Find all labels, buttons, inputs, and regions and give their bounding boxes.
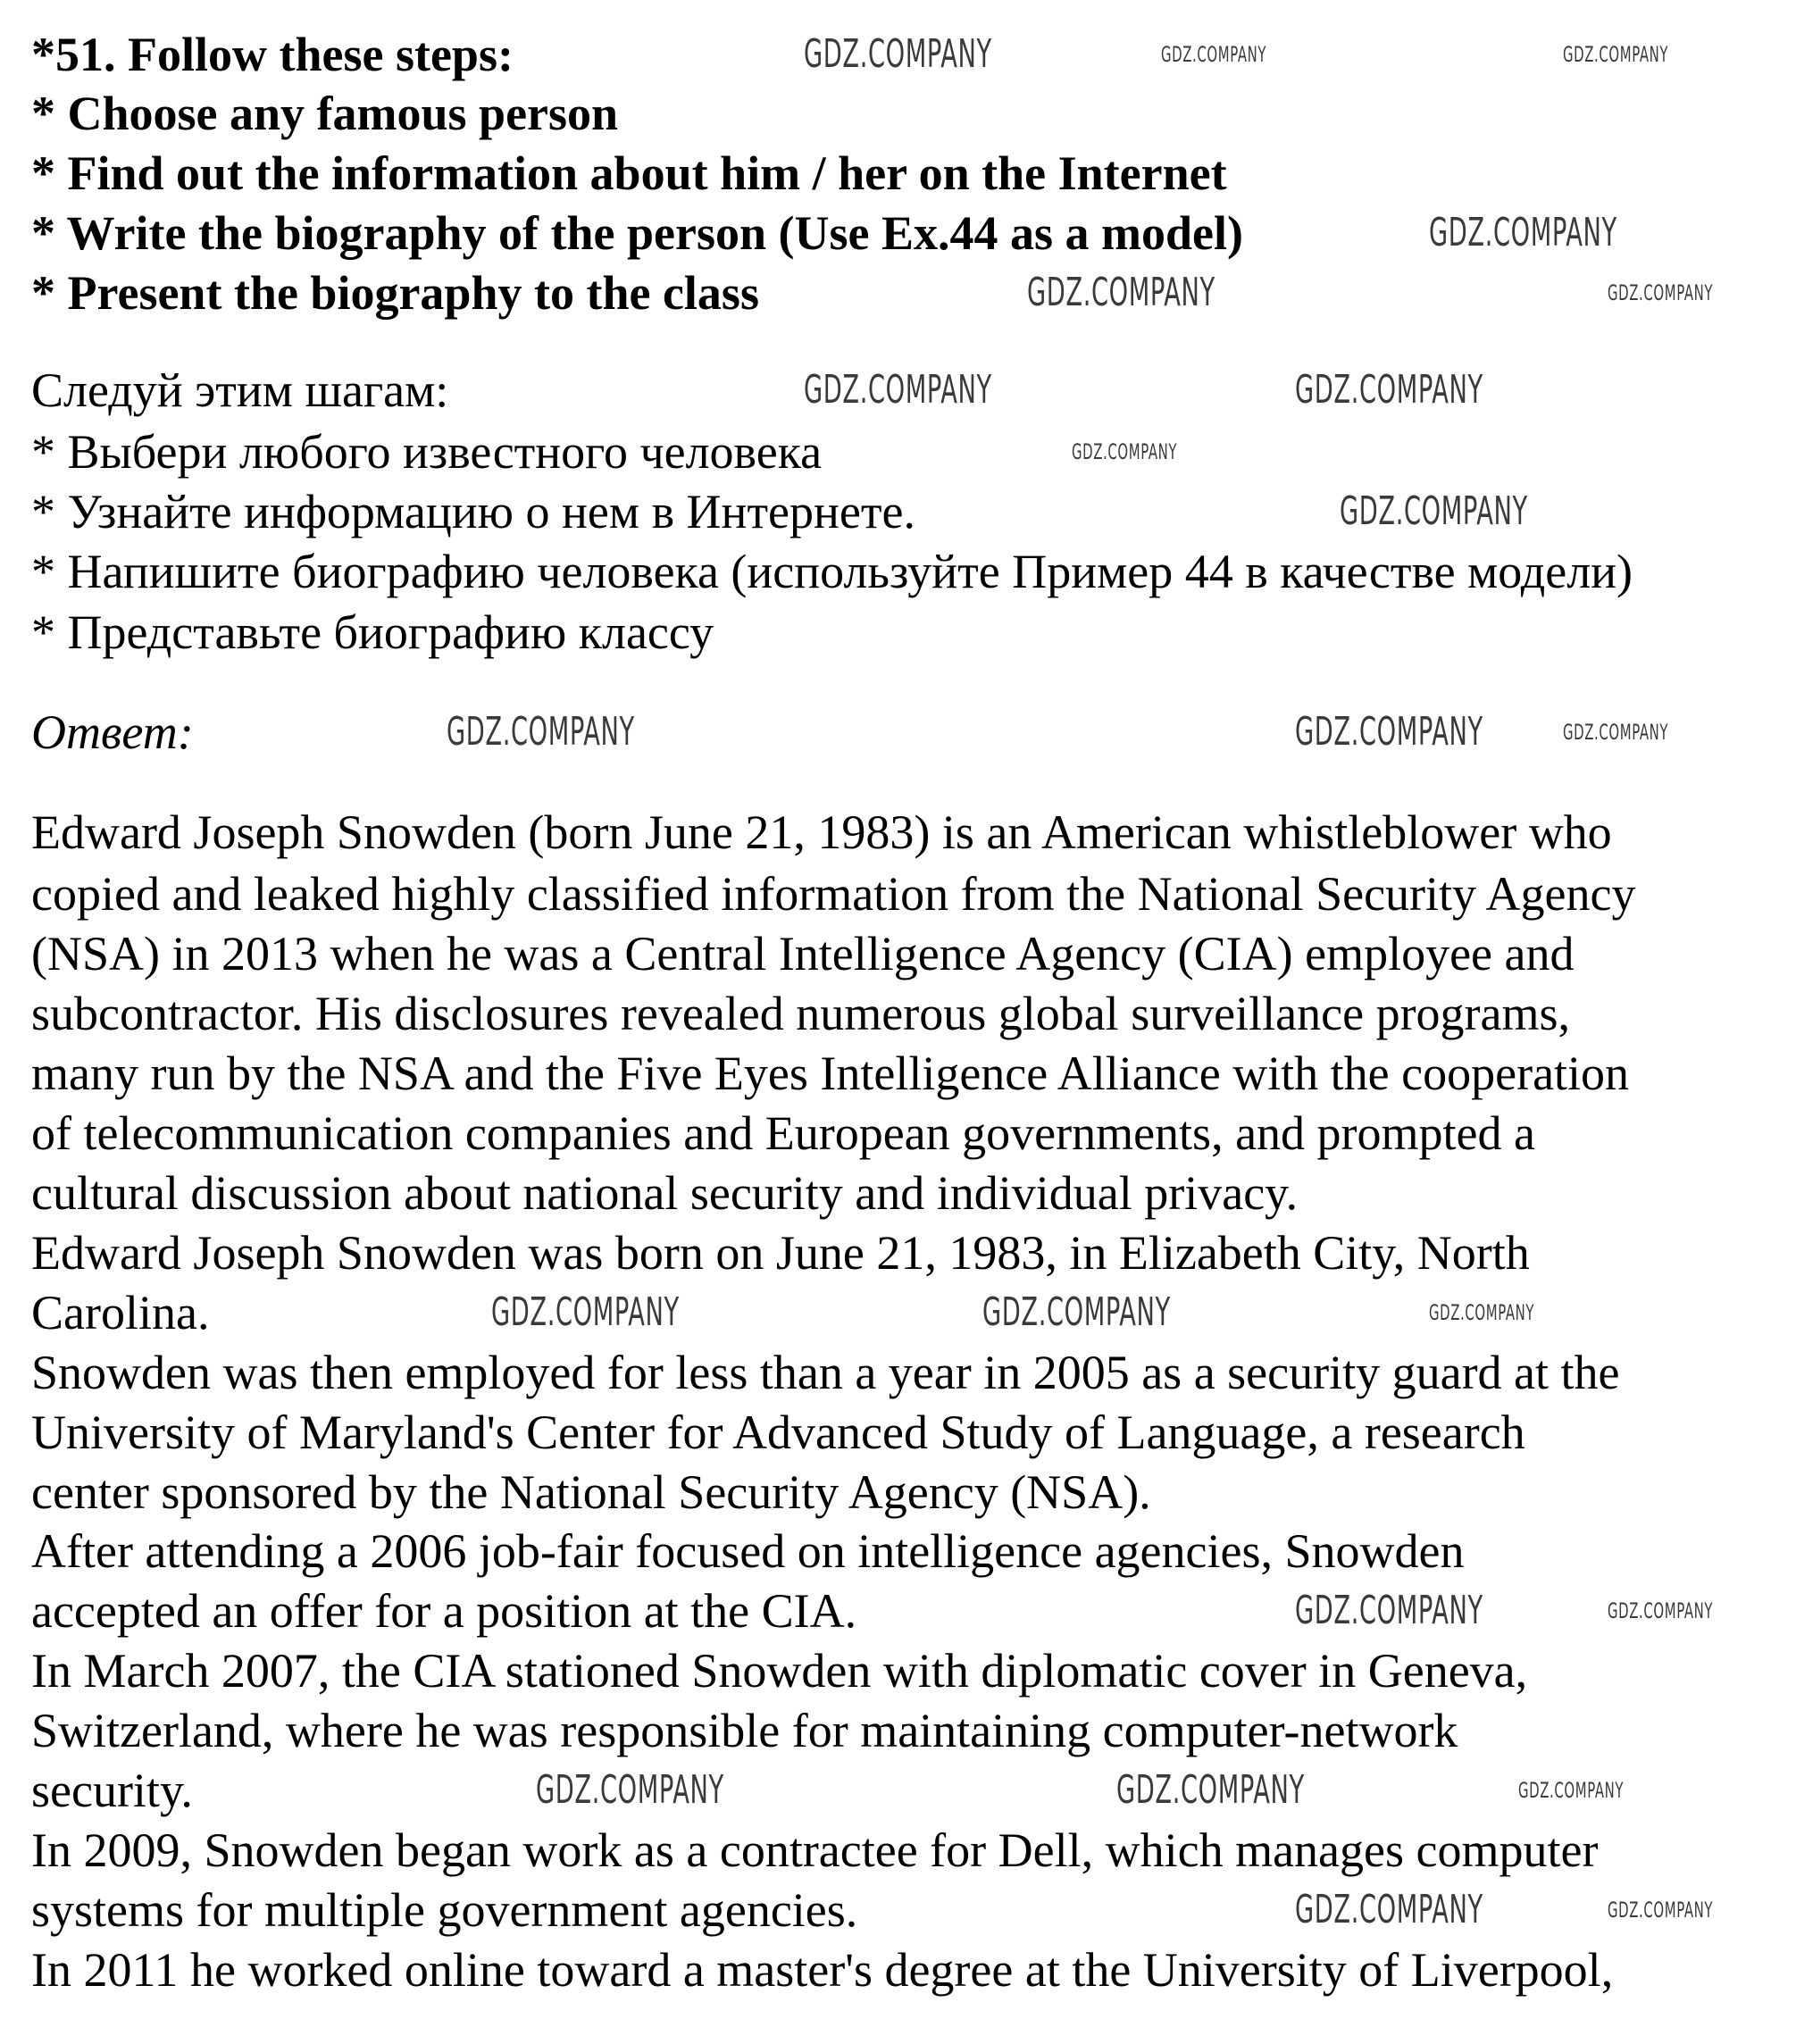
task-step: * Find out the information about him / her on the Internet	[31, 146, 1227, 200]
translation-title: Следуй этим шагам:	[31, 363, 449, 417]
watermark: GDZ.COMPANY	[1429, 1300, 1535, 1325]
translation-step: * Напишите биографию человека (используйте Пример 44 в качестве модели)	[31, 545, 1633, 598]
task-step: * Present the biography to the class	[31, 266, 759, 320]
watermark: GDZ.COMPANY	[1563, 42, 1669, 67]
watermark: GDZ.COMPANY	[447, 709, 635, 755]
watermark: GDZ.COMPANY	[1295, 367, 1483, 413]
answer-line: center sponsored by the National Security Agency (NSA).	[31, 1465, 1151, 1519]
watermark: GDZ.COMPANY	[1608, 1898, 1714, 1923]
watermark: GDZ.COMPANY	[804, 367, 992, 413]
watermark: GDZ.COMPANY	[1116, 1767, 1305, 1813]
answer-label: Ответ:	[31, 705, 194, 759]
answer-line: copied and leaked highly classified information from the National Security Agency	[31, 867, 1636, 921]
watermark: GDZ.COMPANY	[1295, 709, 1483, 755]
watermark: GDZ.COMPANY	[1161, 42, 1267, 67]
answer-line: many run by the NSA and the Five Eyes Intelligence Alliance with the cooperation	[31, 1047, 1630, 1100]
watermark: GDZ.COMPANY	[1340, 488, 1528, 534]
answer-line: accepted an offer for a position at the CIA.	[31, 1584, 857, 1638]
watermark: GDZ.COMPANY	[1608, 280, 1714, 305]
translation-step: * Выбери любого известного человека	[31, 425, 823, 479]
translation-step: * Представьте биографию классу	[31, 605, 714, 659]
answer-line: University of Maryland's Center for Advanced Study of Language, a research	[31, 1406, 1525, 1459]
task-title: *51. Follow these steps:	[31, 28, 514, 81]
watermark: GDZ.COMPANY	[491, 1289, 680, 1335]
answer-line: subcontractor. His disclosures revealed numerous global surveillance programs,	[31, 987, 1571, 1040]
watermark: GDZ.COMPANY	[1563, 720, 1669, 745]
answer-line: Edward Joseph Snowden (born June 21, 1983) is an American whistleblower who	[31, 805, 1612, 859]
answer-line: security.	[31, 1764, 193, 1817]
watermark: GDZ.COMPANY	[536, 1767, 724, 1813]
answer-line: In 2009, Snowden began work as a contractee for Dell, which manages computer	[31, 1823, 1599, 1877]
translation-step: * Узнайте информацию о нем в Интернете.	[31, 485, 915, 538]
watermark: GDZ.COMPANY	[1295, 1588, 1483, 1633]
watermark: GDZ.COMPANY	[982, 1289, 1171, 1335]
watermark: GDZ.COMPANY	[1072, 439, 1178, 464]
watermark: GDZ.COMPANY	[1429, 210, 1617, 255]
watermark: GDZ.COMPANY	[1295, 1887, 1483, 1932]
answer-line: Snowden was then employed for less than a year in 2005 as a security guard at the	[31, 1346, 1620, 1399]
watermark: GDZ.COMPANY	[1608, 1598, 1714, 1623]
answer-line: Switzerland, where he was responsible for maintaining computer-network	[31, 1704, 1458, 1757]
answer-line: After attending a 2006 job-fair focused on intelligence agencies, Snowden	[31, 1524, 1465, 1578]
answer-line: systems for multiple government agencies.	[31, 1883, 858, 1937]
task-step: * Choose any famous person	[31, 87, 619, 140]
answer-line: In March 2007, the CIA stationed Snowden with diplomatic cover in Geneva,	[31, 1644, 1528, 1698]
watermark: GDZ.COMPANY	[804, 31, 992, 77]
answer-line: Edward Joseph Snowden was born on June 21, 1983, in Elizabeth City, North	[31, 1226, 1530, 1280]
answer-line: of telecommunication companies and European governments, and prompted a	[31, 1106, 1535, 1160]
answer-line: (NSA) in 2013 when he was a Central Intelligence Agency (CIA) employee and	[31, 927, 1575, 980]
task-step: * Write the biography of the person (Use Ex.44 as a model)	[31, 206, 1243, 260]
answer-line: cultural discussion about national security and individual privacy.	[31, 1166, 1299, 1220]
answer-line: In 2011 he worked online toward a master's degree at the University of Liverpool,	[31, 1943, 1614, 1997]
watermark: GDZ.COMPANY	[1518, 1778, 1625, 1803]
answer-line: Carolina.	[31, 1286, 210, 1339]
watermark: GDZ.COMPANY	[1027, 270, 1215, 315]
